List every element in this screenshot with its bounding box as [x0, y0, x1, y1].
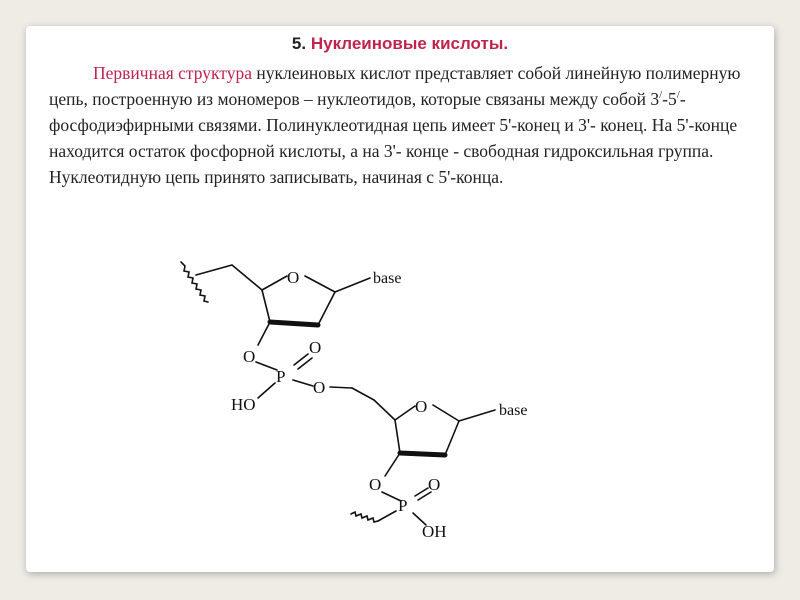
highlight-term: Первичная структура	[93, 63, 252, 83]
phosphate-double-oxygen-1: O	[309, 338, 322, 357]
chain-end-wavy-bond	[351, 512, 378, 522]
base-bond-2	[459, 410, 495, 421]
base-label-2: base	[499, 402, 528, 419]
sugar-ring-1	[262, 276, 287, 290]
base-bond-1	[335, 278, 370, 292]
o3-oxygen-1: O	[243, 347, 256, 366]
c5-bond-1	[196, 265, 262, 290]
superscript-1: /	[659, 89, 663, 102]
title-text: Нуклеиновые кислоты.	[306, 34, 509, 53]
phosphate-double-oxygen-2: O	[428, 475, 441, 494]
base-label-1: base	[373, 270, 402, 287]
chain-start-wavy-bond	[181, 262, 208, 302]
paragraph-part-3: -фосфодиэфирными связями. Полинуклеотидная цепь имеет 5'-конец и 3'- конец. На 5'-конце находится остаток фосфорной кислоты, а на 3'- конце - свободная гидроксильная группа. Нуклеотидную цепь принято записывать, начиная с 5'-конца.	[49, 89, 738, 187]
paragraph-part-1: нуклеиновых кислот представляет собой линейную полимерную цепь, построенную из мономеров – нуклеотидов, которые связаны между собой 3	[49, 63, 741, 109]
ring-oxygen-1: O	[287, 268, 300, 287]
o3-oxygen-2: O	[369, 475, 382, 494]
superscript-2: /	[676, 89, 680, 102]
ring-oxygen-2: O	[415, 397, 428, 416]
hydroxyl-2: OH	[422, 522, 447, 541]
phosphorus-2: P	[398, 496, 408, 515]
hydroxyl-1: HO	[231, 395, 256, 414]
paragraph-part-2: -5	[662, 89, 677, 109]
c3-o-bond-1	[258, 322, 270, 345]
title-number: 5.	[291, 34, 307, 53]
bridge-oxygen: O	[313, 378, 326, 397]
phosphorus-1: P	[276, 367, 286, 386]
